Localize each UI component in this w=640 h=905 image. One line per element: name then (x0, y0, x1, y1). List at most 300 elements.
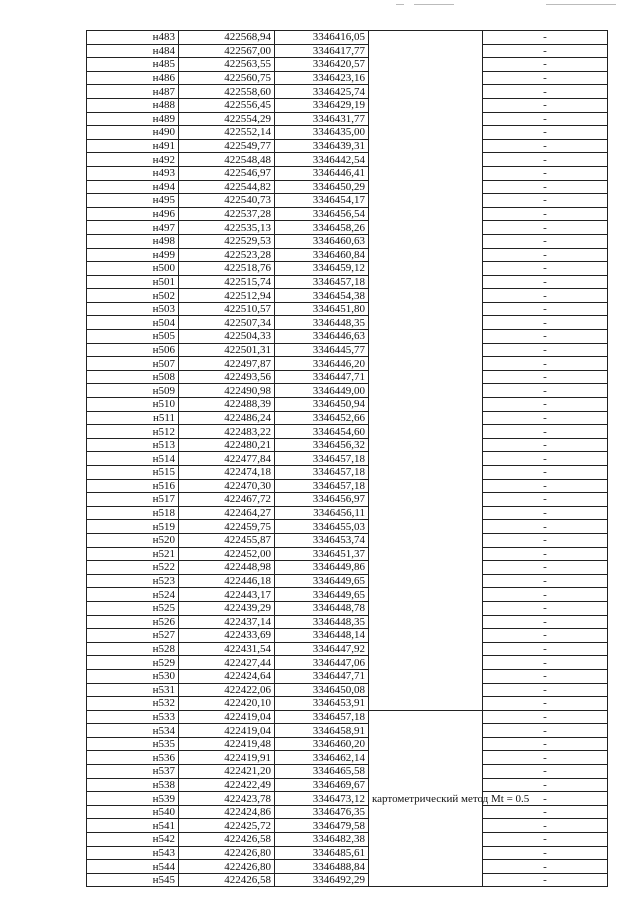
note-cell: - (483, 262, 608, 276)
note-cell: - (483, 547, 608, 561)
point-cell: н508 (87, 370, 179, 384)
point-cell: н533 (87, 710, 179, 724)
coordinates-table (86, 30, 608, 887)
note-cell: - (483, 398, 608, 412)
table-row (87, 31, 608, 45)
point-cell: н529 (87, 656, 179, 670)
point-cell: н512 (87, 425, 179, 439)
x-coordinate-cell: 422488,39 (179, 398, 275, 412)
y-coordinate-cell: 3346447,71 (275, 370, 369, 384)
x-coordinate-cell: 422421,20 (179, 765, 275, 779)
note-cell: - (483, 819, 608, 833)
note-cell: - (483, 710, 608, 724)
point-cell: н495 (87, 194, 179, 208)
point-cell: н530 (87, 669, 179, 683)
table-row (87, 411, 608, 425)
y-coordinate-cell: 3346448,14 (275, 629, 369, 643)
x-coordinate-cell: 422567,00 (179, 44, 275, 58)
x-coordinate-cell: 422554,29 (179, 112, 275, 126)
point-cell: н525 (87, 601, 179, 615)
table-row (87, 180, 608, 194)
table-row (87, 533, 608, 547)
point-cell: н514 (87, 452, 179, 466)
note-cell: - (483, 493, 608, 507)
point-cell: н488 (87, 98, 179, 112)
note-cell: - (483, 629, 608, 643)
table-row (87, 615, 608, 629)
note-cell: - (483, 316, 608, 330)
table-row (87, 302, 608, 316)
note-cell: - (483, 384, 608, 398)
note-cell: - (483, 588, 608, 602)
table-row (87, 343, 608, 357)
y-coordinate-cell: 3346457,18 (275, 479, 369, 493)
y-coordinate-cell: 3346459,12 (275, 262, 369, 276)
note-cell: - (483, 697, 608, 711)
note-cell: - (483, 221, 608, 235)
table-row (87, 262, 608, 276)
table-row (87, 833, 608, 847)
x-coordinate-cell: 422426,80 (179, 860, 275, 874)
table-row (87, 506, 608, 520)
y-coordinate-cell: 3346460,84 (275, 248, 369, 262)
table-row (87, 425, 608, 439)
point-cell: н537 (87, 765, 179, 779)
y-coordinate-cell: 3346448,35 (275, 316, 369, 330)
y-coordinate-cell: 3346449,65 (275, 588, 369, 602)
y-coordinate-cell: 3346456,11 (275, 506, 369, 520)
note-cell: - (483, 207, 608, 221)
point-cell: н545 (87, 873, 179, 887)
table-row (87, 574, 608, 588)
x-coordinate-cell: 422459,75 (179, 520, 275, 534)
y-coordinate-cell: 3346482,38 (275, 833, 369, 847)
x-coordinate-cell: 422455,87 (179, 533, 275, 547)
table-row (87, 697, 608, 711)
y-coordinate-cell: 3346449,00 (275, 384, 369, 398)
note-cell: - (483, 765, 608, 779)
note-cell: - (483, 343, 608, 357)
note-cell: - (483, 71, 608, 85)
note-cell: - (483, 466, 608, 480)
y-coordinate-cell: 3346460,20 (275, 737, 369, 751)
x-coordinate-cell: 422433,69 (179, 629, 275, 643)
x-coordinate-cell: 422552,14 (179, 126, 275, 140)
point-cell: н491 (87, 139, 179, 153)
note-cell: - (483, 289, 608, 303)
x-coordinate-cell: 422504,33 (179, 330, 275, 344)
y-coordinate-cell: 3346448,35 (275, 615, 369, 629)
y-coordinate-cell: 3346473,12 (275, 792, 369, 806)
point-cell: н484 (87, 44, 179, 58)
y-coordinate-cell: 3346488,84 (275, 860, 369, 874)
table-row (87, 221, 608, 235)
x-coordinate-cell: 422497,87 (179, 357, 275, 371)
x-coordinate-cell: 422426,58 (179, 873, 275, 887)
x-coordinate-cell: 422426,58 (179, 833, 275, 847)
note-cell: - (483, 520, 608, 534)
y-coordinate-cell: 3346453,74 (275, 533, 369, 547)
table-row (87, 98, 608, 112)
point-cell: н515 (87, 466, 179, 480)
table-row (87, 85, 608, 99)
y-coordinate-cell: 3346429,19 (275, 98, 369, 112)
table-row (87, 737, 608, 751)
note-cell: - (483, 194, 608, 208)
y-coordinate-cell: 3346420,57 (275, 58, 369, 72)
point-cell: н485 (87, 58, 179, 72)
x-coordinate-cell: 422549,77 (179, 139, 275, 153)
note-cell: - (483, 411, 608, 425)
table-row (87, 44, 608, 58)
point-cell: н500 (87, 262, 179, 276)
y-coordinate-cell: 3346448,78 (275, 601, 369, 615)
note-cell: - (483, 58, 608, 72)
x-coordinate-cell: 422419,91 (179, 751, 275, 765)
table-row (87, 126, 608, 140)
point-cell: н496 (87, 207, 179, 221)
note-cell: - (483, 574, 608, 588)
table-row (87, 58, 608, 72)
note-cell: - (483, 642, 608, 656)
note-cell: - (483, 751, 608, 765)
x-coordinate-cell: 422439,29 (179, 601, 275, 615)
note-cell: - (483, 506, 608, 520)
x-coordinate-cell: 422546,97 (179, 166, 275, 180)
point-cell: н511 (87, 411, 179, 425)
x-coordinate-cell: 422515,74 (179, 275, 275, 289)
y-coordinate-cell: 3346469,67 (275, 778, 369, 792)
point-cell: н507 (87, 357, 179, 371)
table-row (87, 275, 608, 289)
note-cell: - (483, 833, 608, 847)
point-cell: н486 (87, 71, 179, 85)
note-cell: - (483, 166, 608, 180)
table-row (87, 438, 608, 452)
x-coordinate-cell: 422464,27 (179, 506, 275, 520)
note-cell: - (483, 112, 608, 126)
point-cell: н536 (87, 751, 179, 765)
note-cell: - (483, 683, 608, 697)
note-cell: - (483, 805, 608, 819)
table-row (87, 819, 608, 833)
y-coordinate-cell: 3346453,91 (275, 697, 369, 711)
y-coordinate-cell: 3346435,00 (275, 126, 369, 140)
point-cell: н503 (87, 302, 179, 316)
table-row (87, 248, 608, 262)
x-coordinate-cell: 422419,48 (179, 737, 275, 751)
point-cell: н521 (87, 547, 179, 561)
table-row (87, 166, 608, 180)
point-cell: н501 (87, 275, 179, 289)
note-cell: - (483, 139, 608, 153)
x-coordinate-cell: 422563,55 (179, 58, 275, 72)
point-cell: н541 (87, 819, 179, 833)
y-coordinate-cell: 3346449,65 (275, 574, 369, 588)
y-coordinate-cell: 3346450,94 (275, 398, 369, 412)
table-row (87, 751, 608, 765)
point-cell: н504 (87, 316, 179, 330)
x-coordinate-cell: 422448,98 (179, 561, 275, 575)
table-row (87, 778, 608, 792)
point-cell: н518 (87, 506, 179, 520)
point-cell: н517 (87, 493, 179, 507)
x-coordinate-cell: 422446,18 (179, 574, 275, 588)
point-cell: н498 (87, 234, 179, 248)
table-row (87, 765, 608, 779)
y-coordinate-cell: 3346465,58 (275, 765, 369, 779)
point-cell: н505 (87, 330, 179, 344)
scan-artifact-line (414, 4, 454, 5)
y-coordinate-cell: 3346485,61 (275, 846, 369, 860)
note-cell: - (483, 846, 608, 860)
note-cell: - (483, 126, 608, 140)
x-coordinate-cell: 422493,56 (179, 370, 275, 384)
table-row (87, 71, 608, 85)
method-cell: картометрический метод Mt = 0.5 (369, 710, 483, 887)
table-row (87, 561, 608, 575)
y-coordinate-cell: 3346456,54 (275, 207, 369, 221)
point-cell: н522 (87, 561, 179, 575)
y-coordinate-cell: 3346439,31 (275, 139, 369, 153)
table-row (87, 153, 608, 167)
y-coordinate-cell: 3346447,71 (275, 669, 369, 683)
y-coordinate-cell: 3346457,18 (275, 275, 369, 289)
x-coordinate-cell: 422424,86 (179, 805, 275, 819)
x-coordinate-cell: 422477,84 (179, 452, 275, 466)
y-coordinate-cell: 3346425,74 (275, 85, 369, 99)
y-coordinate-cell: 3346454,38 (275, 289, 369, 303)
point-cell: н526 (87, 615, 179, 629)
y-coordinate-cell: 3346454,60 (275, 425, 369, 439)
note-cell: - (483, 248, 608, 262)
y-coordinate-cell: 3346442,54 (275, 153, 369, 167)
table-row (87, 520, 608, 534)
note-cell: - (483, 724, 608, 738)
x-coordinate-cell: 422470,30 (179, 479, 275, 493)
table-row (87, 683, 608, 697)
y-coordinate-cell: 3346460,63 (275, 234, 369, 248)
note-cell: - (483, 234, 608, 248)
scan-artifact-line (396, 4, 404, 5)
table-row (87, 642, 608, 656)
point-cell: н534 (87, 724, 179, 738)
table-row (87, 330, 608, 344)
y-coordinate-cell: 3346446,63 (275, 330, 369, 344)
note-cell: - (483, 656, 608, 670)
note-cell: - (483, 357, 608, 371)
table-row (87, 466, 608, 480)
point-cell: н509 (87, 384, 179, 398)
point-cell: н528 (87, 642, 179, 656)
table-row (87, 139, 608, 153)
point-cell: н524 (87, 588, 179, 602)
table-row (87, 357, 608, 371)
x-coordinate-cell: 422431,54 (179, 642, 275, 656)
table-row (87, 207, 608, 221)
note-cell: - (483, 438, 608, 452)
note-cell: - (483, 479, 608, 493)
x-coordinate-cell: 422556,45 (179, 98, 275, 112)
point-cell: н540 (87, 805, 179, 819)
note-cell: - (483, 860, 608, 874)
x-coordinate-cell: 422544,82 (179, 180, 275, 194)
table-row (87, 669, 608, 683)
y-coordinate-cell: 3346458,26 (275, 221, 369, 235)
x-coordinate-cell: 422422,49 (179, 778, 275, 792)
x-coordinate-cell: 422501,31 (179, 343, 275, 357)
y-coordinate-cell: 3346458,91 (275, 724, 369, 738)
table-row (87, 792, 608, 806)
table-row (87, 370, 608, 384)
x-coordinate-cell: 422523,28 (179, 248, 275, 262)
point-cell: н492 (87, 153, 179, 167)
note-cell: - (483, 44, 608, 58)
y-coordinate-cell: 3346457,18 (275, 452, 369, 466)
point-cell: н490 (87, 126, 179, 140)
note-cell: - (483, 302, 608, 316)
note-cell: - (483, 561, 608, 575)
note-cell: - (483, 98, 608, 112)
y-coordinate-cell: 3346479,58 (275, 819, 369, 833)
point-cell: н483 (87, 31, 179, 45)
x-coordinate-cell: 422443,17 (179, 588, 275, 602)
note-cell: - (483, 792, 608, 806)
point-cell: н489 (87, 112, 179, 126)
note-cell: - (483, 31, 608, 45)
table-row (87, 234, 608, 248)
y-coordinate-cell: 3346450,29 (275, 180, 369, 194)
table-row (87, 112, 608, 126)
note-cell: - (483, 452, 608, 466)
point-cell: н506 (87, 343, 179, 357)
x-coordinate-cell: 422420,10 (179, 697, 275, 711)
x-coordinate-cell: 422540,73 (179, 194, 275, 208)
x-coordinate-cell: 422419,04 (179, 724, 275, 738)
table-row (87, 316, 608, 330)
table-row (87, 398, 608, 412)
y-coordinate-cell: 3346492,29 (275, 873, 369, 887)
table-row (87, 873, 608, 887)
table-row (87, 452, 608, 466)
x-coordinate-cell: 422437,14 (179, 615, 275, 629)
note-cell: - (483, 533, 608, 547)
x-coordinate-cell: 422537,28 (179, 207, 275, 221)
x-coordinate-cell: 422423,78 (179, 792, 275, 806)
y-coordinate-cell: 3346417,77 (275, 44, 369, 58)
x-coordinate-cell: 422535,13 (179, 221, 275, 235)
point-cell: н542 (87, 833, 179, 847)
x-coordinate-cell: 422512,94 (179, 289, 275, 303)
y-coordinate-cell: 3346456,32 (275, 438, 369, 452)
table-row (87, 547, 608, 561)
note-cell: - (483, 669, 608, 683)
point-cell: н499 (87, 248, 179, 262)
x-coordinate-cell: 422518,76 (179, 262, 275, 276)
table-row (87, 289, 608, 303)
x-coordinate-cell: 422427,44 (179, 656, 275, 670)
y-coordinate-cell: 3346431,77 (275, 112, 369, 126)
note-cell: - (483, 615, 608, 629)
y-coordinate-cell: 3346449,86 (275, 561, 369, 575)
x-coordinate-cell: 422474,18 (179, 466, 275, 480)
x-coordinate-cell: 422507,34 (179, 316, 275, 330)
table-row (87, 493, 608, 507)
x-coordinate-cell: 422426,80 (179, 846, 275, 860)
note-cell: - (483, 601, 608, 615)
y-coordinate-cell: 3346462,14 (275, 751, 369, 765)
note-cell: - (483, 873, 608, 887)
y-coordinate-cell: 3346451,80 (275, 302, 369, 316)
x-coordinate-cell: 422568,94 (179, 31, 275, 45)
table-row (87, 601, 608, 615)
point-cell: н494 (87, 180, 179, 194)
table-row (87, 384, 608, 398)
scan-artifact-line (546, 4, 616, 5)
point-cell: н513 (87, 438, 179, 452)
table-row (87, 588, 608, 602)
x-coordinate-cell: 422490,98 (179, 384, 275, 398)
point-cell: н520 (87, 533, 179, 547)
note-cell: - (483, 370, 608, 384)
point-cell: н493 (87, 166, 179, 180)
y-coordinate-cell: 3346416,05 (275, 31, 369, 45)
point-cell: н502 (87, 289, 179, 303)
x-coordinate-cell: 422424,64 (179, 669, 275, 683)
x-coordinate-cell: 422560,75 (179, 71, 275, 85)
x-coordinate-cell: 422483,22 (179, 425, 275, 439)
note-cell: - (483, 425, 608, 439)
x-coordinate-cell: 422558,60 (179, 85, 275, 99)
note-cell: - (483, 330, 608, 344)
y-coordinate-cell: 3346456,97 (275, 493, 369, 507)
point-cell: н539 (87, 792, 179, 806)
y-coordinate-cell: 3346446,41 (275, 166, 369, 180)
x-coordinate-cell: 422480,21 (179, 438, 275, 452)
x-coordinate-cell: 422548,48 (179, 153, 275, 167)
table-row (87, 479, 608, 493)
table-row (87, 805, 608, 819)
point-cell: н543 (87, 846, 179, 860)
table-row (87, 629, 608, 643)
x-coordinate-cell: 422452,00 (179, 547, 275, 561)
x-coordinate-cell: 422467,72 (179, 493, 275, 507)
point-cell: н523 (87, 574, 179, 588)
table-row (87, 846, 608, 860)
point-cell: н497 (87, 221, 179, 235)
point-cell: н519 (87, 520, 179, 534)
y-coordinate-cell: 3346451,37 (275, 547, 369, 561)
x-coordinate-cell: 422422,06 (179, 683, 275, 697)
y-coordinate-cell: 3346452,66 (275, 411, 369, 425)
y-coordinate-cell: 3346447,06 (275, 656, 369, 670)
point-cell: н544 (87, 860, 179, 874)
y-coordinate-cell: 3346423,16 (275, 71, 369, 85)
x-coordinate-cell: 422419,04 (179, 710, 275, 724)
point-cell: н535 (87, 737, 179, 751)
table-row (87, 710, 608, 724)
y-coordinate-cell: 3346455,03 (275, 520, 369, 534)
x-coordinate-cell: 422529,53 (179, 234, 275, 248)
note-cell: - (483, 85, 608, 99)
y-coordinate-cell: 3346476,35 (275, 805, 369, 819)
x-coordinate-cell: 422425,72 (179, 819, 275, 833)
point-cell: н532 (87, 697, 179, 711)
point-cell: н510 (87, 398, 179, 412)
note-cell: - (483, 737, 608, 751)
table-row (87, 724, 608, 738)
method-cell-empty (369, 31, 483, 711)
